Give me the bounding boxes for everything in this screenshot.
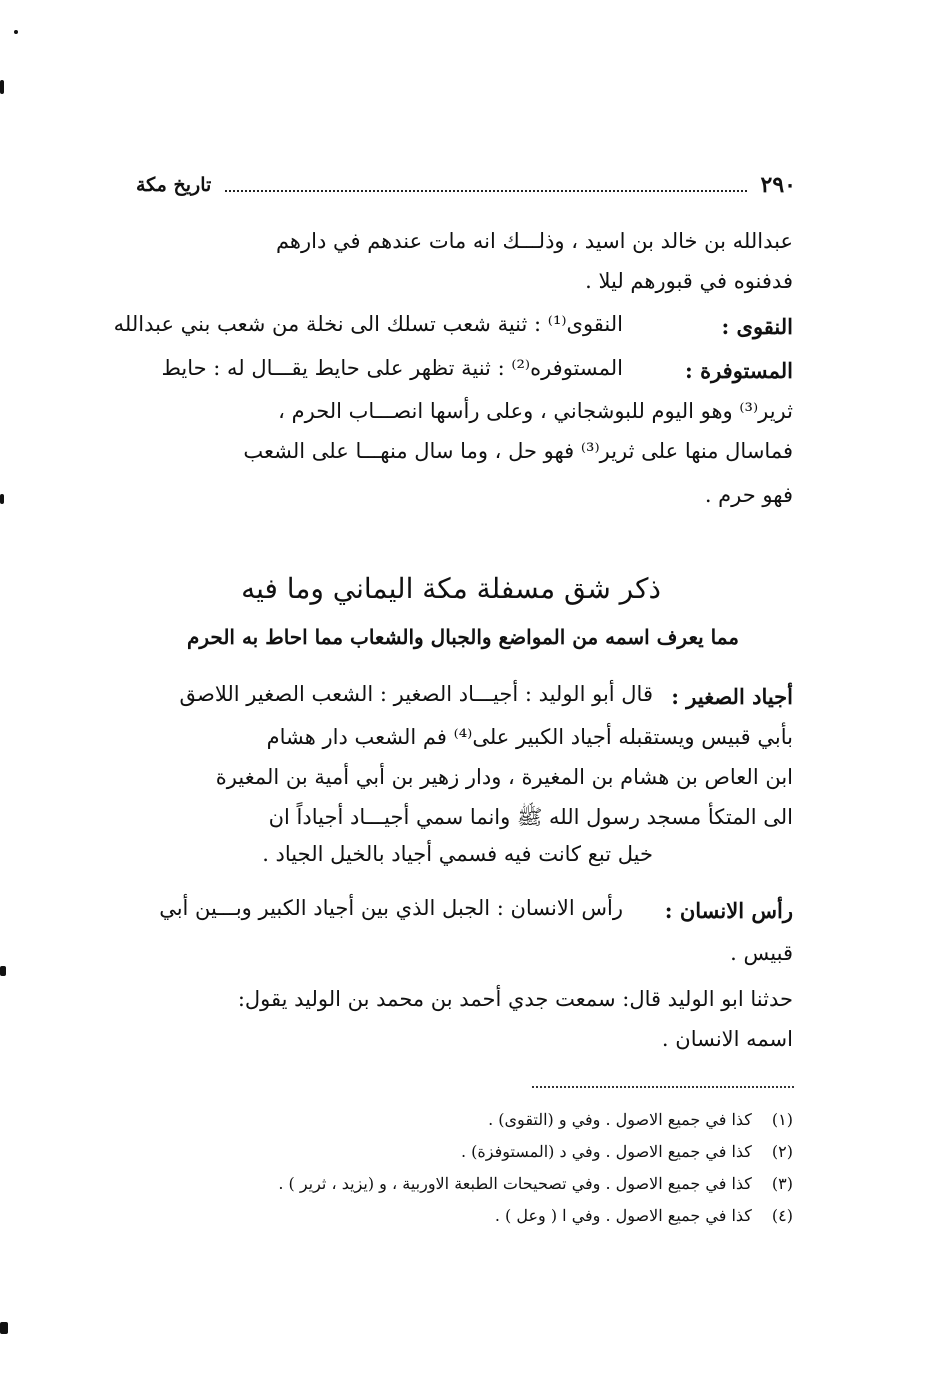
entry-mustawfara-line-2: ثرير⁽³⁾ وهو اليوم للبوشجاني ، وعلى رأسها انصـــاب الحرم ، bbox=[278, 399, 793, 423]
hadith-line-2: اسمه الانسان . bbox=[661, 1027, 793, 1051]
entry-mustawfara-line-1: المستوفره⁽²⁾ : ثنية تظهر على حايط يقـــال له : حايط bbox=[161, 356, 623, 380]
page-number: ٢٩٠ bbox=[760, 172, 796, 198]
scan-speck bbox=[0, 494, 4, 504]
entry-term-ras-al-insan: رأس الانسان : bbox=[664, 898, 793, 923]
entry-mustawfara-line-3: فماسال منها على ثرير⁽³⁾ فهو حل ، وما سال منهـــا على الشعب bbox=[243, 439, 793, 463]
scan-speck bbox=[0, 80, 4, 94]
entry-ajyad-line-2: بأبي قبيس ويستقبله أجياد الكبير على⁽⁴⁾ فم الشعب دار هشام bbox=[266, 725, 793, 749]
footnote-text: كذا في جميع الاصول . وفي د (المستوفزة) . bbox=[460, 1142, 752, 1161]
footnote-number: (٤) bbox=[771, 1206, 793, 1225]
entry-mustawfara-line-4: فهو حرم . bbox=[704, 483, 793, 507]
scan-speck bbox=[0, 966, 6, 976]
footnote-3 bbox=[278, 1172, 793, 1196]
entry-ras-line-2: قبيس . bbox=[730, 941, 793, 965]
running-head bbox=[136, 170, 796, 200]
entry-ras-line-1: رأس الانسان : الجبل الذي بين أجياد الكبير وبـــين أبي bbox=[159, 896, 623, 920]
entry-ajyad-line-1: قال أبو الوليد : أجيـــاد الصغير : الشعب الصغير اللاصق bbox=[179, 682, 653, 706]
entry-naqwa-line-1: النقوى⁽¹⁾ : ثنية شعب تسلك الى نخلة من شعب بني عبدالله bbox=[113, 312, 623, 336]
intro-line-2: فدفنوه في قبورهم ليلا . bbox=[585, 269, 793, 293]
book-title: تاريخ مكة bbox=[136, 174, 212, 196]
entry-ajyad-line-4: الى المتكأ مسجد رسول الله ﷺ وانما سمي أجيـــاد أجياداً ان bbox=[268, 805, 793, 829]
footnote-4 bbox=[495, 1204, 793, 1228]
footnote-text: كذا في جميع الاصول . وفي تصحيحات الطبعة الاوربية ، و (يزيد ، ثرير ) . bbox=[278, 1174, 752, 1193]
header-dotted-rule bbox=[225, 178, 746, 192]
intro-line-1: عبدالله بن خالد بن اسيد ، وذلـــك انه مات عندهم في دارهم bbox=[275, 229, 793, 253]
entry-term-naqwa: النقوى : bbox=[721, 314, 793, 339]
footnote-text: كذا في جميع الاصول . وفي و (التقوى) . bbox=[488, 1110, 752, 1129]
scan-speck bbox=[14, 30, 18, 34]
entry-ajyad-line-3: ابن العاص بن هشام بن المغيرة ، ودار زهير بن أبي أمية بن المغيرة bbox=[215, 765, 793, 789]
footnote-text: كذا في جميع الاصول . وفي ا ( وعل ) . bbox=[494, 1206, 752, 1225]
footnote-number: (٢) bbox=[771, 1142, 793, 1161]
scan-speck bbox=[0, 1322, 8, 1334]
footnote-number: (١) bbox=[771, 1110, 793, 1129]
section-subtitle: مما يعرف اسمه من المواضع والجبال والشعاب مما احاط به الحرم bbox=[187, 625, 739, 649]
footnote-separator bbox=[532, 1086, 794, 1088]
section-title: ذكر شق مسفلة مكة اليماني وما فيه bbox=[241, 572, 661, 605]
hadith-line-1: حدثنا ابو الوليد قال: سمعت جدي أحمد بن محمد بن الوليد يقول: bbox=[237, 987, 793, 1011]
footnote-1 bbox=[488, 1108, 793, 1132]
entry-term-ajyad: أجياد الصغير : bbox=[671, 684, 793, 709]
entry-ajyad-line-5: خيل تبع كانت فيه فسمي أجياد بالخيل الجياد . bbox=[262, 842, 653, 866]
footnote-2 bbox=[461, 1140, 793, 1164]
entry-term-mustawfara: المستوفرة : bbox=[685, 358, 793, 383]
footnote-number: (٣) bbox=[771, 1174, 793, 1193]
